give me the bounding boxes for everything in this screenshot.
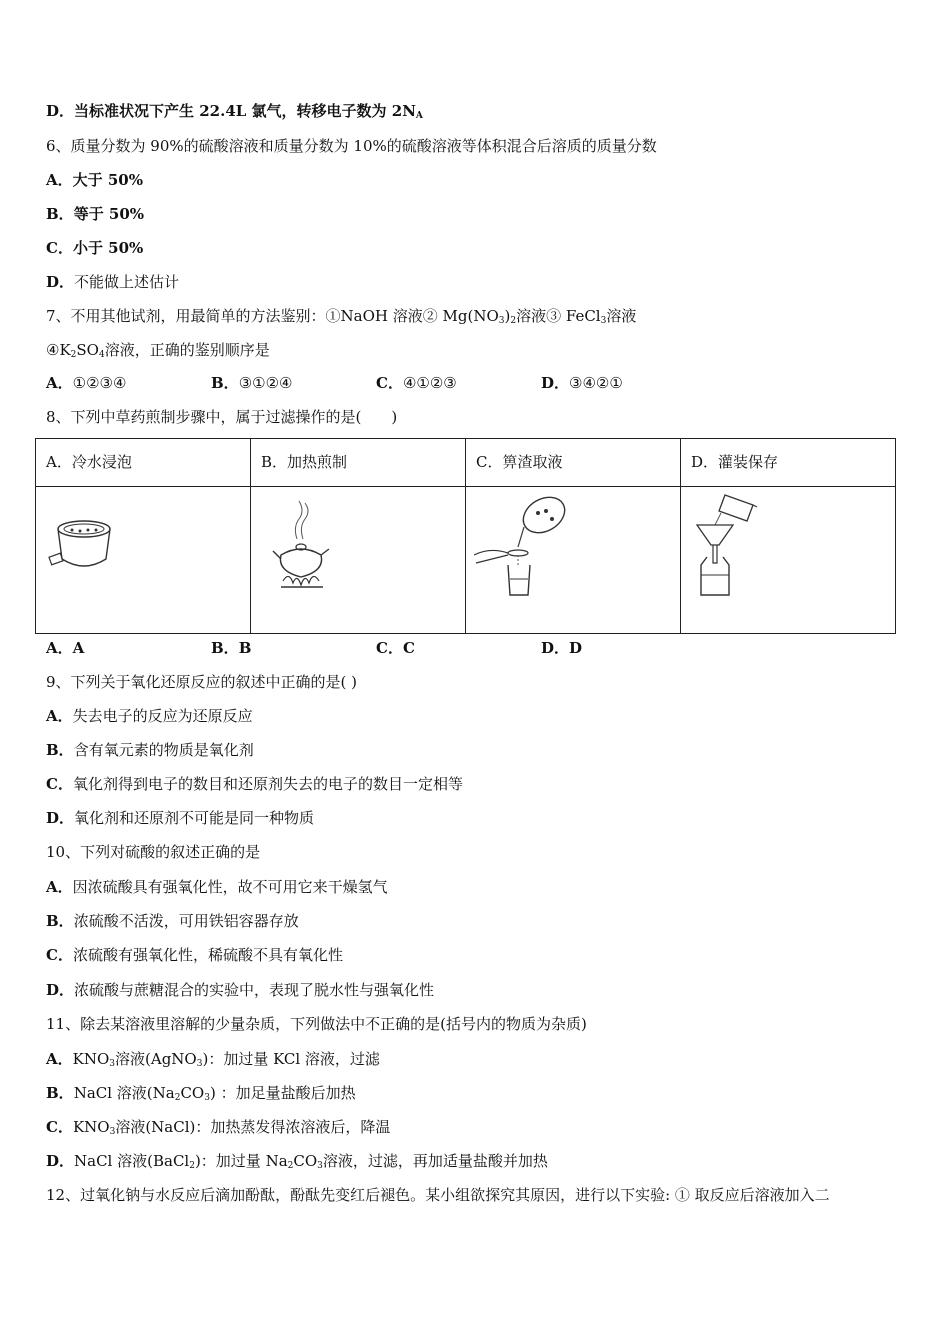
q10-option-c: C．浓硫酸有强氧化性，稀硫酸不具有氧化性 — [46, 946, 343, 964]
q9-stem: 9、下列关于氧化还原反应的叙述中正确的是( ) — [46, 673, 358, 691]
q10-option-d: D．浓硫酸与蔗糖混合的实验中，表现了脱水性与强氧化性 — [46, 981, 435, 999]
q9-option-a: A．失去电子的反应为还原反应 — [46, 707, 253, 725]
q8-col-d-header: D．灌装保存 — [681, 439, 896, 487]
q9-option-b: B．含有氧元素的物质是氧化剂 — [46, 741, 254, 759]
q5-option-d: D．当标准状况下产生 22.4L 氯气，转移电子数为 $2N_A$ — [46, 102, 423, 121]
soaking-pot-icon — [48, 515, 118, 585]
q6-option-b: B．等于 50% — [46, 205, 145, 223]
q8-col-b-header: B．加热煎制 — [251, 439, 466, 487]
q8-option-d: D．D — [541, 639, 583, 657]
q11-option-b: B．NaCl 溶液$(Na_2CO_3)$ ：加足量盐酸后加热 — [46, 1084, 356, 1103]
q11-stem: 11、除去某溶液里溶解的少量杂质，下列做法中不正确的是(括号内的物质为杂质) — [46, 1015, 587, 1033]
q7-option-b: B．③①②④ — [211, 374, 293, 392]
q8-option-a: A．A — [46, 639, 85, 657]
q11-option-a: A．$KNO_3$溶液(AgNO$_3$)：加过量 KCl 溶液，过滤 — [46, 1050, 380, 1069]
q6-option-d: D．不能做上述估计 — [46, 273, 180, 291]
q8-figure-table — [35, 438, 896, 634]
q7-stem: 7、不用其他试剂，用最简单的方法鉴别：①NaOH 溶液② $Mg(NO_3)_2$溶液③ FeCl$_3$溶液 — [46, 307, 637, 326]
q12-stem: 12、过氧化钠与水反应后滴加酚酞，酚酞先变红后褪色。某小组欲探究其原因，进行以下实验: ① 取反应后溶液加入二 — [46, 1186, 830, 1204]
q7-option-d: D．③④②① — [541, 374, 623, 392]
q11-option-d: D．NaCl 溶液(BaCl$_2$)：加过量 $Na_2CO_3$溶液，过滤，再加适量盐酸并加热 — [46, 1152, 548, 1171]
bottling-icon — [691, 491, 771, 603]
q8-stem: 8、下列中草药煎制步骤中，属于过滤操作的是( ) — [46, 408, 398, 426]
q7-options — [46, 373, 623, 393]
q6-option-c: C．小于 50% — [46, 239, 144, 257]
q6-stem: 6、质量分数为 90%的硫酸溶液和质量分数为 10%的硫酸溶液等体积混合后溶质的质量分数 — [46, 137, 657, 155]
q8-options — [46, 638, 582, 658]
q8-col-c-image — [466, 487, 681, 634]
q8-col-b-image — [251, 487, 466, 634]
q10-option-b: B．浓硫酸不活泼，可用铁铝容器存放 — [46, 912, 299, 930]
q8-option-b: B．B — [211, 639, 252, 657]
q7-stem-line2: $④K_2SO_4$溶液，正确的鉴别顺序是 — [46, 341, 270, 360]
q7-option-c: C．④①②③ — [376, 374, 457, 392]
q9-option-d: D．氧化剂和还原剂不可能是同一种物质 — [46, 809, 315, 827]
q6-option-a: A．大于 50% — [46, 171, 143, 189]
q8-col-d-image — [681, 487, 896, 634]
q10-stem: 10、下列对硫酸的叙述正确的是 — [46, 843, 261, 861]
q11-option-c: C．$KNO_3$溶液(NaCl)：加热蒸发得浓溶液后，降温 — [46, 1118, 391, 1137]
q8-col-c-header: C．箅渣取液 — [466, 439, 681, 487]
q9-option-c: C．氧化剂得到电子的数目和还原剂失去的电子的数目一定相等 — [46, 775, 463, 793]
boiling-pot-icon — [267, 499, 337, 599]
q7-option-a: A．①②③④ — [46, 374, 127, 392]
q8-col-a-image — [36, 487, 251, 634]
q8-option-c: C．C — [376, 639, 415, 657]
q8-col-a-header: A．冷水浸泡 — [36, 439, 251, 487]
straining-icon — [474, 493, 574, 603]
q10-option-a: A．因浓硫酸具有强氧化性，故不可用它来干燥氢气 — [46, 878, 388, 896]
